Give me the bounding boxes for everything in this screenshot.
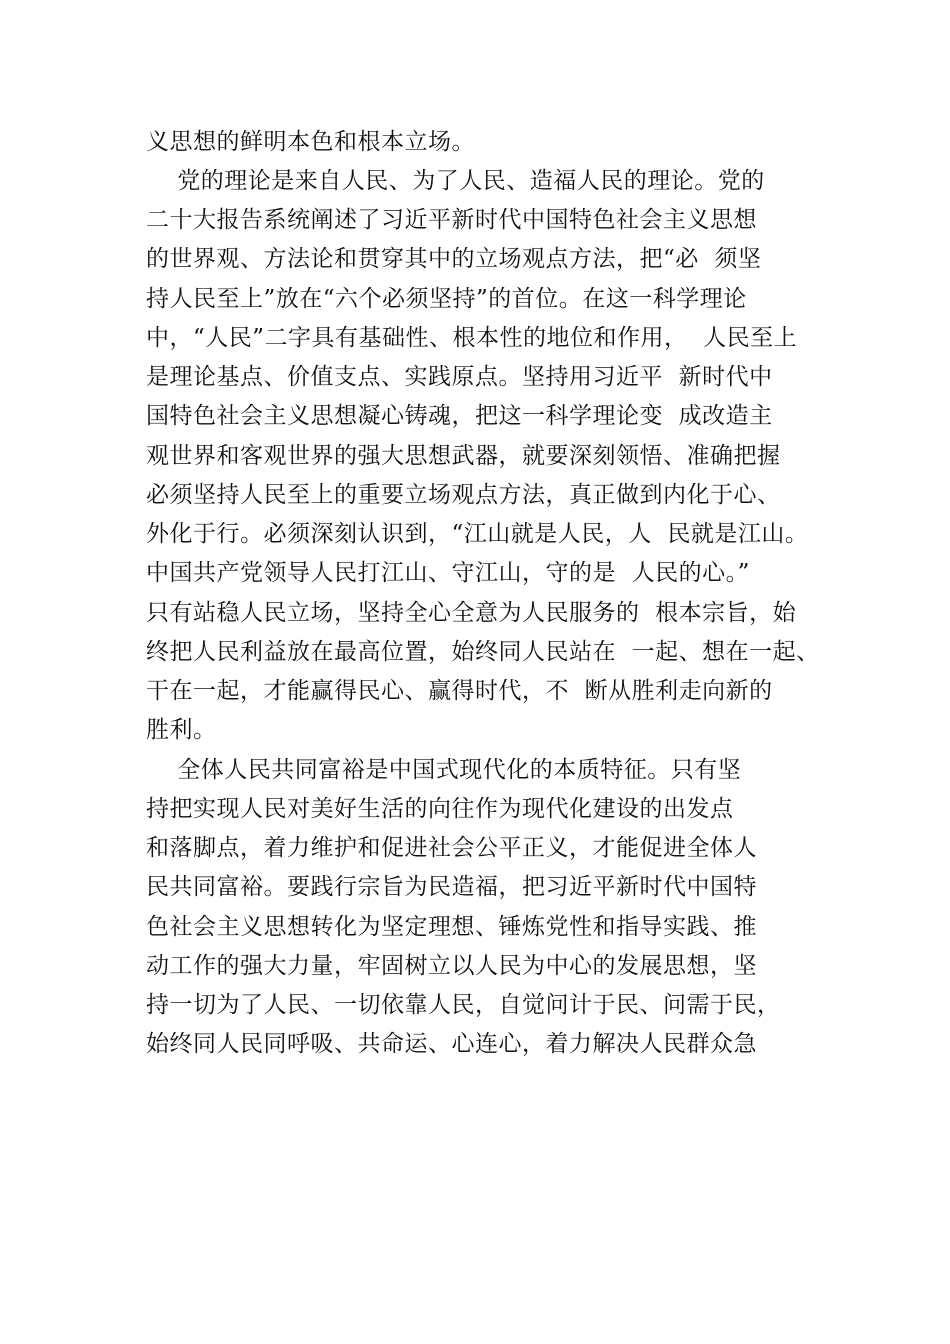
- text-line: 胜利。: [146, 717, 217, 743]
- text-line: 是理论基点、价值支点、实践原点。坚持用习近平 新时代中: [146, 364, 773, 390]
- text-line: 必须坚持人民至上的重要立场观点方法，真正做到内化于心、: [146, 482, 781, 508]
- text-line: 中，“人民”二字具有基础性、根本性的地位和作用， 人民至上: [146, 325, 798, 351]
- text-line: 的世界观、方法论和贯穿其中的立场观点方法，把“必 须坚: [146, 246, 762, 272]
- text-line: 外化于行。必须深刻认识到，“江山就是人民，人 民就是江山。: [146, 521, 809, 547]
- text-line: 持把实现人民对美好生活的向往作为现代化建设的出发点: [146, 796, 734, 822]
- text-line: 色社会主义思想转化为坚定理想、锤炼党性和指导实践、推: [146, 914, 757, 940]
- text-line: 党的理论是来自人民、为了人民、造福人民的理论。党的: [146, 168, 765, 194]
- text-line: 和落脚点，着力维护和促进社会公平正义，才能促进全体人: [146, 835, 757, 861]
- text-line: 只有站稳人民立场，坚持全心全意为人民服务的 根本宗旨，始: [146, 600, 797, 626]
- text-line: 二十大报告系统阐述了习近平新时代中国特色社会主义思想: [146, 207, 757, 233]
- text-line: 终把人民利益放在最高位置，始终同人民站在 一起、想在一起、: [146, 639, 820, 665]
- text-line: 国特色社会主义思想凝心铸魂，把这一科学理论变 成改造主: [146, 403, 773, 429]
- text-line: 动工作的强大力量，牢固树立以人民为中心的发展思想，坚: [146, 953, 757, 979]
- text-line: 持一切为了人民、一切依靠人民，自觉问计于民、问需于民，: [146, 992, 781, 1018]
- text-line: 义思想的鲜明本色和根本立场。: [146, 129, 475, 155]
- text-line: 民共同富裕。要践行宗旨为民造福，把习近平新时代中国特: [146, 874, 757, 900]
- text-line: 中国共产党领导人民打江山、守江山，守的是 人民的心。”: [146, 560, 750, 586]
- text-line: 持人民至上”放在“六个必须坚持”的首位。在这一科学理论: [146, 286, 747, 312]
- text-line: 全体人民共同富裕是中国式现代化的本质特征。只有坚: [146, 757, 742, 783]
- text-line: 观世界和客观世界的强大思想武器，就要深刻领悟、准确把握: [146, 443, 781, 469]
- text-line: 始终同人民同呼吸、共命运、心连心，着力解决人民群众急: [146, 1031, 757, 1057]
- text-line: 干在一起，才能赢得民心、赢得时代，不 断从胜利走向新的: [146, 678, 773, 704]
